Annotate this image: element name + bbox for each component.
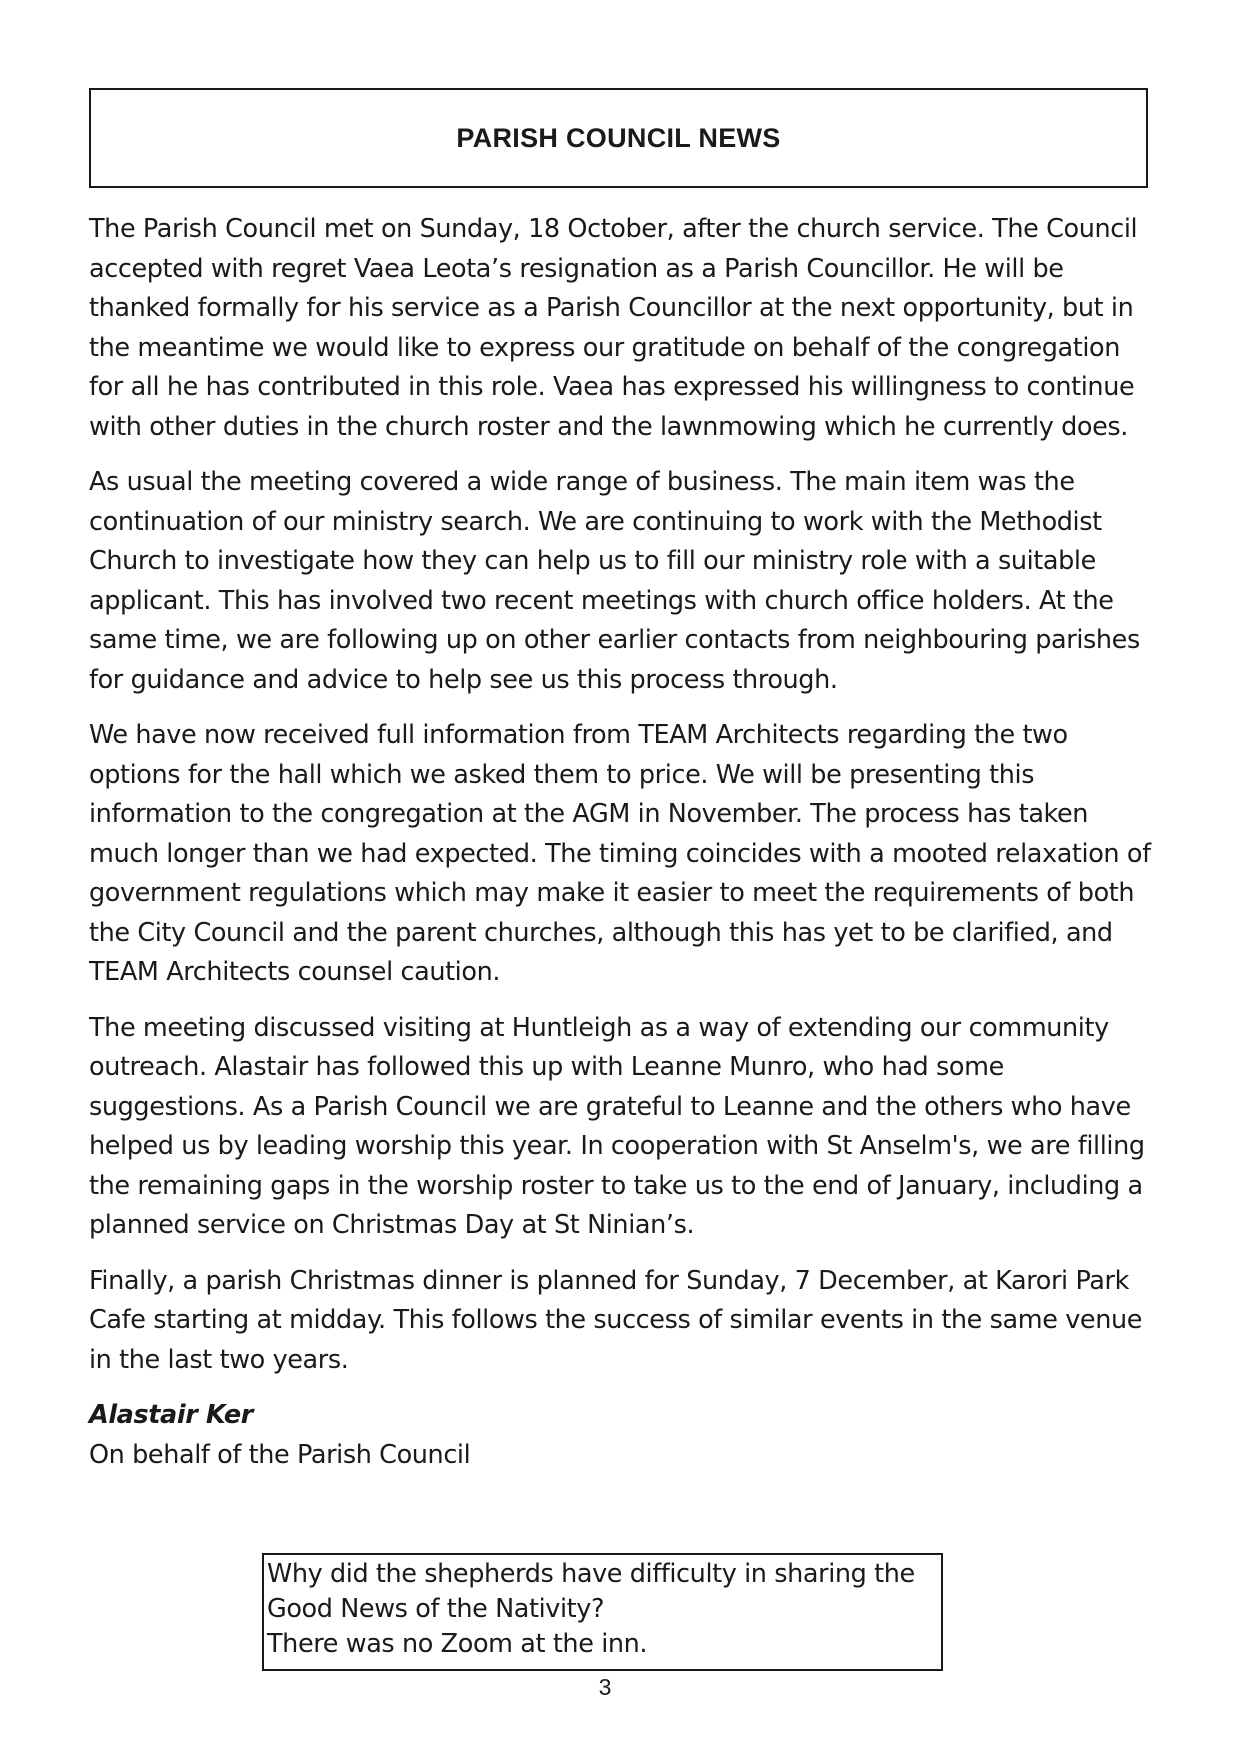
paragraph: The Parish Council met on Sunday, 18 October, after the church service. The Council accepted with regret Vaea Leota’s resignation as a Parish Councillor. He will be thanked formally for his service as a Parish Councillor at the next opportunity, but in the meantime we would like to express our gratitude on behalf of the congregation for all he has contributed in this role. Vaea has expressed his willingness to continue with other duties in the church roster and the lawnmowing which he currently does.	[89, 214, 1138, 442]
page-title: PARISH COUNCIL NEWS	[456, 122, 781, 153]
paragraph: We have now received full information from TEAM Architects regarding the two options for the hall which we asked them to price. We will be presenting this information to the congregation at the AGM in November. The process has taken much longer than we had expected. The timing coincides with a mooted relaxation of government regulations which may make it easier to meet the requirements of both the City Council and the parent churches, although this has yet to be clarified, and TEAM Architects counsel caution.	[89, 720, 1151, 987]
article-body	[89, 210, 1151, 1475]
signature-name: Alastair Ker	[89, 1400, 253, 1430]
joke-line: Why did the shepherds have difficulty in sharing the	[267, 1559, 915, 1589]
signature-block	[89, 1396, 1151, 1475]
joke-line: There was no Zoom at the inn.	[267, 1629, 648, 1659]
joke-line: Good News of the Nativity?	[267, 1594, 605, 1624]
title-box	[89, 88, 1148, 188]
paragraph: Finally, a parish Christmas dinner is planned for Sunday, 7 December, at Karori Park Cafe starting at midday. This follows the success of similar events in the same venue in the last two years.	[89, 1265, 1143, 1375]
paragraph: The meeting discussed visiting at Huntleigh as a way of extending our community outreach. Alastair has followed this up with Leanne Munro, who had some suggestions. As a Parish Council we are grateful to Leanne and the others who have helped us by leading worship this year. In cooperation with St Anselm's, we are filling the remaining gaps in the worship roster to take us to the end of January, including a planned service on Christmas Day at St Ninian’s.	[89, 1012, 1145, 1240]
joke-box	[262, 1553, 943, 1671]
paragraph: As usual the meeting covered a wide range of business. The main item was the continuation of our ministry search. We are continuing to work with the Methodist Church to investigate how they can help us to fill our ministry role with a suitable applicant. This has involved two recent meetings with church office holders. At the same time, we are following up on other earlier contacts from neighbouring parishes for guidance and advice to help see us this process through.	[89, 467, 1140, 695]
page-number: 3	[598, 1674, 612, 1700]
signature-role: On behalf of the Parish Council	[89, 1439, 471, 1470]
